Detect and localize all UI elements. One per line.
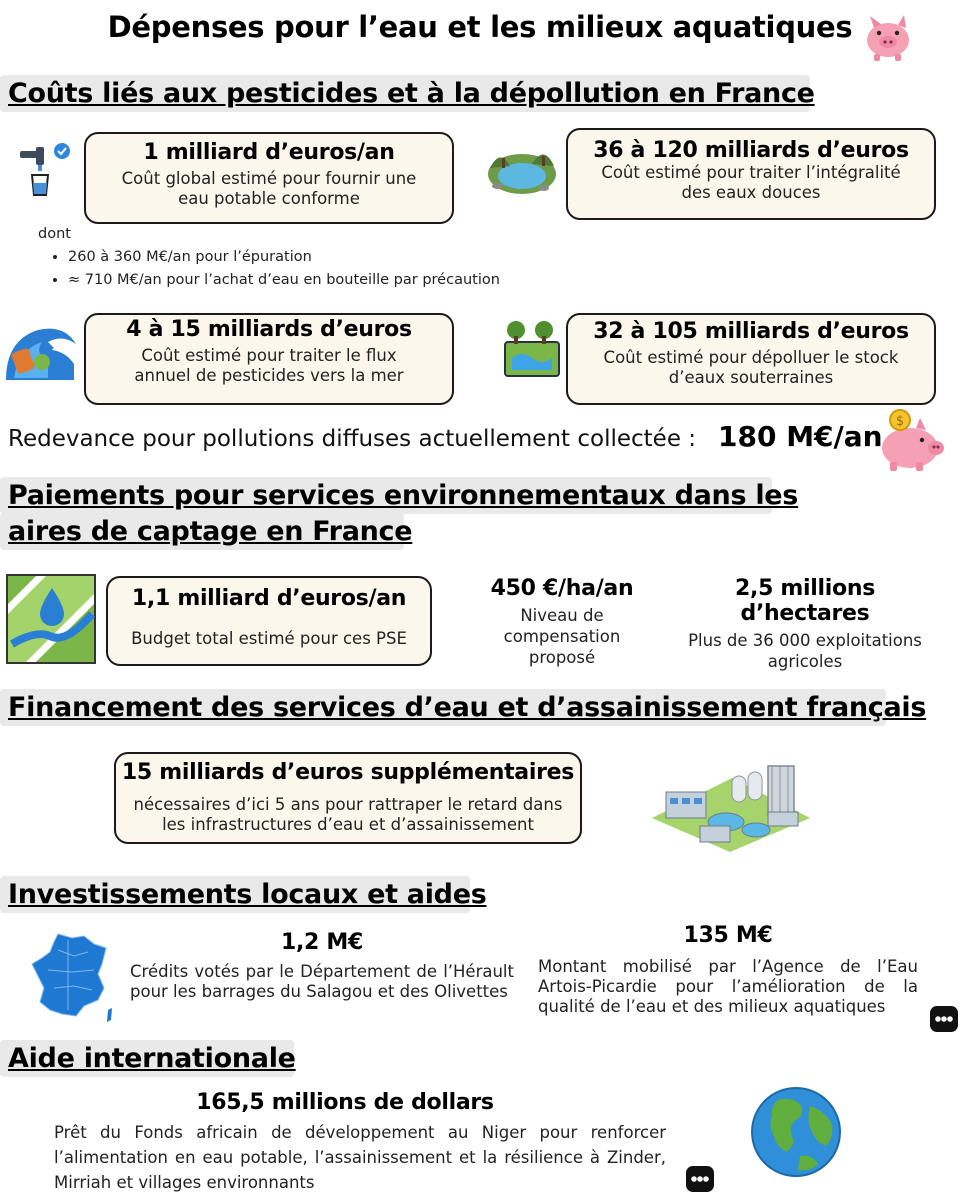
- section-heading-pse-line2: aires de captage en France: [0, 513, 404, 550]
- groundwater-icon: [504, 320, 560, 378]
- international-aid-description: Prêt du Fonds africain de développement au Niger pour renforcer l’alimentation en eau potable, l’assainissement et la résilience à Zinder, Mirriah et villages environnants: [54, 1123, 666, 1192]
- water-treatment-plant-icon: [648, 758, 814, 854]
- investment-herault-value: 1,2 M€: [280, 930, 364, 955]
- card-description: Coût estimé pour traiter le flux annuel de pesticides vers la mer: [134, 346, 404, 385]
- card-value: 4 à 15 milliards d’euros: [126, 317, 412, 342]
- dont-label: dont: [38, 226, 71, 242]
- card-groundwater-cost: [566, 313, 936, 405]
- stat-hectares: [672, 576, 938, 672]
- card-sea-pesticide-flow-cost: [84, 313, 454, 405]
- card-value: 15 milliards d’euros supplémentaires: [121, 760, 575, 785]
- card-description: Coût global estimé pour fournir une eau potable conforme: [121, 169, 417, 208]
- card-value: 1,1 milliard d’euros/an: [131, 586, 407, 611]
- card-description: Coût estimé pour dépolluer le stock d’eaux souterraines: [603, 348, 899, 387]
- piggy-bank-icon: [876, 408, 946, 472]
- international-aid-value: 165,5 millions de dollars: [196, 1090, 494, 1115]
- card-pse-budget: [106, 576, 432, 666]
- lake-landscape-icon: [486, 138, 558, 198]
- stat-compensation: [454, 576, 670, 668]
- card-potable-water-cost: [84, 132, 454, 224]
- card-freshwater-treatment-cost: [566, 128, 936, 220]
- field-water-drop-icon: [6, 574, 96, 664]
- france-map-icon: [28, 930, 114, 1024]
- stat-value: 2,5 millions d’hectares: [735, 576, 875, 626]
- section-heading-international: Aide internationale: [0, 1040, 294, 1077]
- page-title: Dépenses pour l’eau et les milieux aquatiques: [107, 10, 853, 44]
- list-item: • 260 à 360 M€/an pour l’épuration: [68, 246, 598, 269]
- list-item: • ≈ 710 M€/an pour l’achat d’eau en bouteille par précaution: [68, 269, 598, 292]
- card-description: Coût estimé pour traiter l’intégralité des eaux douces: [601, 163, 901, 202]
- svg-text:$: $: [895, 414, 905, 429]
- investment-artois-value: 135 M€: [683, 923, 773, 948]
- globe-icon: [750, 1086, 842, 1178]
- card-infrastructure-funding: [114, 752, 582, 844]
- redevance-label: Redevance pour pollutions diffuses actuellement collectée :: [8, 426, 697, 452]
- section-heading-pesticides: Coûts liés aux pesticides et à la dépollution en France: [0, 75, 810, 112]
- more-options-icon[interactable]: [930, 1006, 958, 1032]
- more-options-icon[interactable]: [686, 1166, 714, 1192]
- redevance-value: 180 M€/an: [718, 420, 883, 453]
- card-description: Budget total estimé pour ces PSE: [131, 629, 407, 648]
- stat-description: Plus de 36 000 exploitations agricoles: [688, 631, 922, 671]
- card-value: 1 milliard d’euros/an: [143, 140, 395, 165]
- investment-artois-description: Montant mobilisé par l’Agence de l’Eau Artois-Picardie pour l’amélioration de la qualité de l’eau et des milieux aquatiques: [538, 957, 918, 1016]
- tap-water-icon: [18, 143, 72, 197]
- piggy-bank-icon: [862, 12, 914, 62]
- card-description: nécessaires d’ici 5 ans pour rattraper le retard dans les infrastructures d’eau et d’assainissement: [133, 795, 563, 834]
- card-value: 32 à 105 milliards d’euros: [593, 319, 909, 344]
- stat-description: Niveau de compensation proposé: [503, 606, 621, 667]
- breakdown-list: [38, 223, 598, 292]
- investment-herault-description: Crédits votés par le Département de l’Hérault pour les barrages du Salagou et des Olivettes: [130, 962, 514, 1001]
- card-value: 36 à 120 milliards d’euros: [593, 138, 909, 163]
- section-heading-financement: Financement des services d’eau et d’assainissement français: [0, 689, 886, 726]
- section-heading-investissements: Investissements locaux et aides: [0, 876, 470, 913]
- section-heading-pse: Paiements pour services environnementaux dans les: [0, 477, 772, 514]
- ocean-wave-pollution-icon: [4, 320, 80, 384]
- stat-value: 450 €/ha/an: [490, 576, 634, 601]
